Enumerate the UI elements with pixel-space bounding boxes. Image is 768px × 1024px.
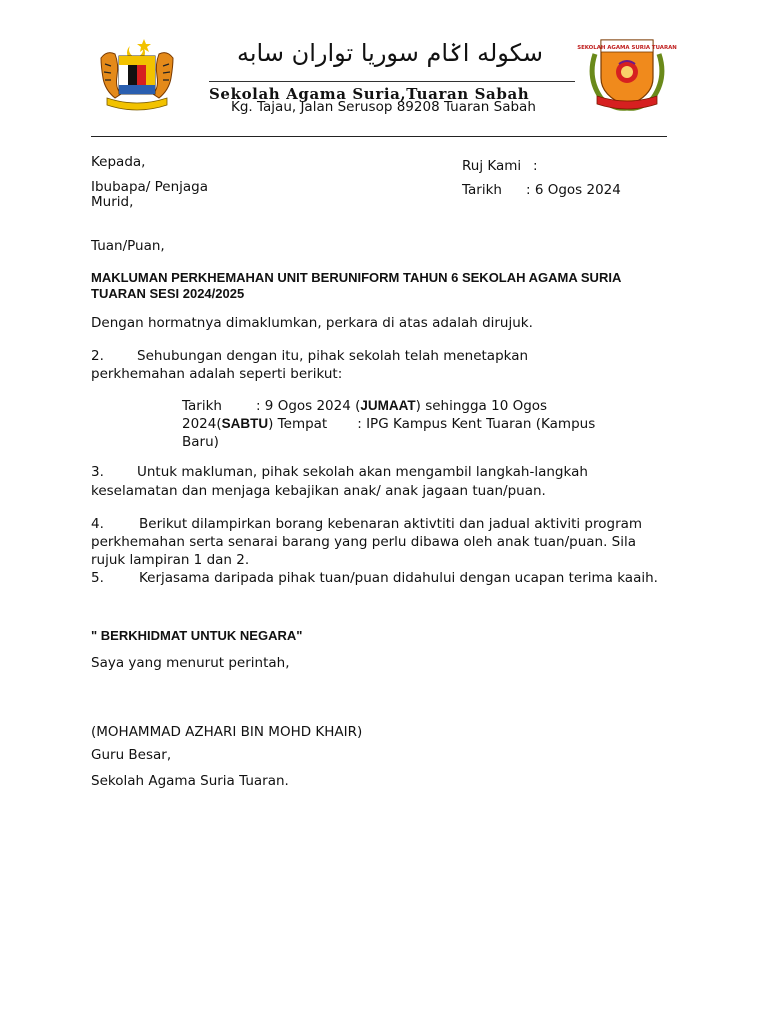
svg-text:SEKOLAH AGAMA SURIA TUARAN: SEKOLAH AGAMA SURIA TUARAN (577, 45, 677, 51)
signatory-school: Sekolah Agama Suria Tuaran. (91, 773, 289, 789)
closing-line: Saya yang menurut perintah, (91, 655, 290, 671)
details-tarikh-a: : 9 Ogos 2024 ( (255, 398, 361, 414)
details-tarikh-label: Tarikh (182, 398, 222, 414)
school-logo-icon (577, 34, 677, 114)
details-tarikh-c: 2024( (182, 416, 222, 432)
signatory-title: Guru Besar, (91, 747, 172, 763)
recipient-line-1: Ibubapa/ Penjaga (91, 179, 209, 195)
para-3-line-2: keselamatan dan menjaga kebajikan anak/ anak jagaan tuan/puan. (91, 483, 546, 499)
school-address: Kg. Tajau, Jalan Serusop 89208 Tuaran Sabah (231, 99, 536, 115)
para-2-line-1: Sehubungan dengan itu, pihak sekolah telah menetapkan (137, 348, 529, 364)
ruj-kami-label: Ruj Kami (462, 158, 522, 174)
details-tarikh-d: ) Tempat (268, 416, 328, 432)
tarikh-label: Tarikh (462, 182, 502, 198)
intro-paragraph: Dengan hormatnya dimaklumkan, perkara di atas adalah dirujuk. (91, 315, 533, 331)
para-4-line-2: perkhemahan serta senarai barang yang perlu dibawa oleh anak tuan/puan. Sila (91, 534, 637, 550)
signatory-name: (MOHAMMAD AZHARI BIN MOHD KHAIR) (91, 724, 363, 740)
letterhead (91, 30, 677, 120)
para-4-line-1: Berikut dilampirkan borang kebenaran aktivtiti dan jadual aktiviti program (139, 516, 643, 532)
details-tempat-value: : IPG Kampus Kent Tuaran (Kampus (357, 416, 596, 432)
details-day-2: SABTU (221, 416, 269, 431)
tarikh-value: : 6 Ogos 2024 (526, 182, 621, 198)
kepada-label: Kepada, (91, 154, 146, 170)
para-4-line-3: rujuk lampiran 1 dan 2. (91, 552, 250, 568)
details-tarikh-b: ) sehingga 10 Ogos (415, 398, 548, 414)
para-4-number: 4. (91, 516, 104, 532)
details-day-1: JUMAAT (360, 398, 416, 413)
jawi-school-name: سكوله اݢام سوريا تواران سابه (236, 39, 544, 67)
para-5-text: Kerjasama daripada pihak tuan/puan didahului dengan ucapan terima kaaih. (139, 570, 658, 586)
para-2-line-2: perkhemahan adalah seperti berikut: (91, 366, 343, 382)
para-3-line-1: Untuk makluman, pihak sekolah akan mengambil langkah-langkah (137, 464, 588, 480)
header-divider (91, 136, 667, 137)
details-line-3: Baru) (182, 434, 219, 450)
details-line-2 (182, 415, 595, 433)
motto: " BERKHIDMAT UNTUK NEGARA" (91, 628, 303, 643)
letterhead-rule (209, 81, 575, 82)
ruj-kami-separator: : (533, 158, 538, 174)
letter-subject: MAKLUMAN PERKHEMAHAN UNIT BERUNIFORM TAHUN 6 SEKOLAH AGAMA SURIA TUARAN SESI 2024/2025 (91, 270, 621, 301)
recipient-line-2: Murid, (91, 194, 134, 210)
coat-of-arms-icon (97, 36, 177, 114)
para-3-number: 3. (91, 464, 104, 480)
salutation: Tuan/Puan, (91, 238, 165, 254)
para-2-number: 2. (91, 348, 104, 364)
para-5-number: 5. (91, 570, 104, 586)
school-name: Sekolah Agama Suria,Tuaran Sabah (209, 85, 530, 103)
details-line-1 (182, 397, 547, 415)
